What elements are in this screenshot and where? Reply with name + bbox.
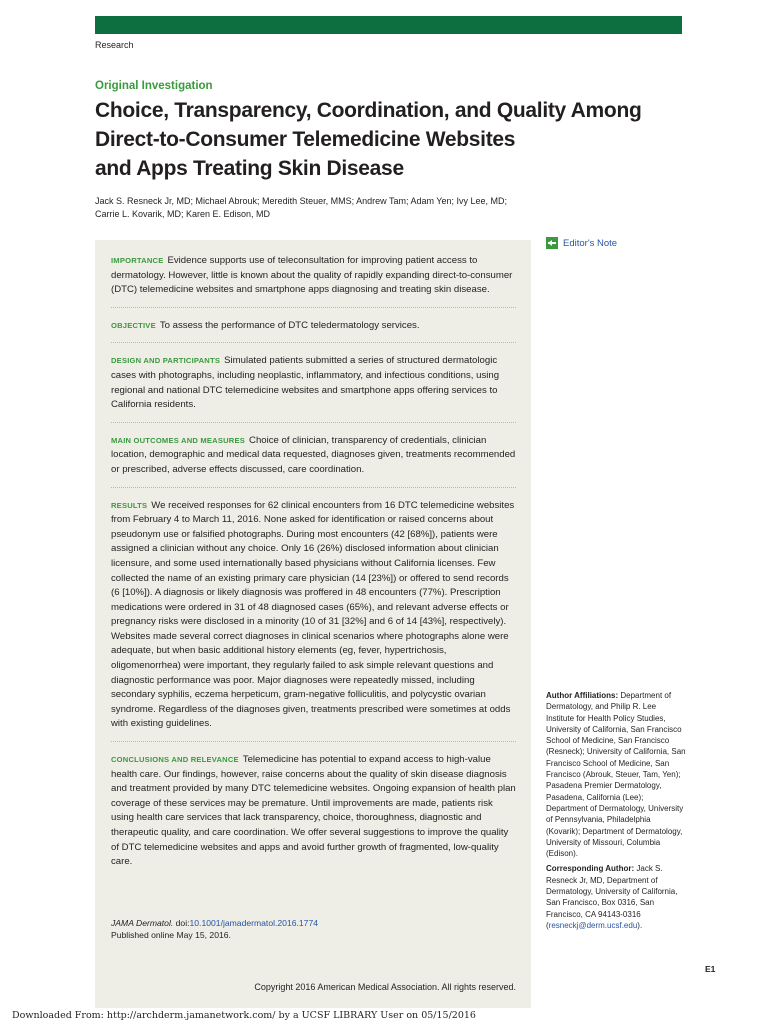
abstract-heading: MAIN OUTCOMES AND MEASURES <box>111 435 246 445</box>
abstract-objective <box>111 319 516 344</box>
abstract-outcomes <box>111 434 516 488</box>
abstract-heading: DESIGN AND PARTICIPANTS <box>111 356 221 366</box>
corresponding-close: ). <box>637 920 643 930</box>
authors-line: Jack S. Resneck Jr, MD; Michael Abrouk; Meredith Steuer, MMS; Andrew Tam; Adam Yen; Ivy Lee, MD; <box>95 196 508 206</box>
title-line: Direct-to-Consumer Telemedicine Websites <box>95 128 516 151</box>
corresponding-text: Jack S. Resneck Jr, MD, Department of Dermatology, University of California, San Francisco, Box 0316, San Francisco, CA 94143-0316 ( <box>546 864 678 930</box>
arrow-left-icon <box>546 237 558 249</box>
section-label: Research <box>95 40 134 50</box>
published-date: Published online May 15, 2016. <box>111 930 231 940</box>
sidebar-affiliations <box>546 690 686 935</box>
authors-line: Carrie L. Kovarik, MD; Karen E. Edison, MD <box>95 209 271 219</box>
abstract-heading: CONCLUSIONS AND RELEVANCE <box>111 755 239 765</box>
abstract-text: Choice of clinician, transparency of credentials, clinician location, demographic and medical data requested, diagnoses given, treatments recommended or prescribed, adverse effects discussed, care coordination. <box>111 434 516 475</box>
citation-line <box>111 917 511 929</box>
page-number: E1 <box>705 964 716 974</box>
editors-note-link[interactable] <box>546 237 617 249</box>
abstract-text: Telemedicine has potential to expand access to high-value health care. Our findings, however, raise concerns about the quality of skin disease diagnosis and treatment provided by many DTC telemedicine websites. Ongoing expansion of health plan coverage of these services may be premature. Until improvements are made, patients risk using health care services that lack transparency, choice, thoroughness, diagnostic and therapeutic quality, and care coordination. We offer several suggestions to improve the quality of DTC telemedicine websites and apps and avoid further growth of fragmented, low-quality care. <box>111 754 516 868</box>
abstract-content <box>111 254 516 890</box>
title-line: and Apps Treating Skin Disease <box>95 157 404 180</box>
abstract-results <box>111 499 516 743</box>
corresponding-email-link[interactable]: resneckj@derm.ucsf.edu <box>548 920 638 930</box>
abstract-heading: RESULTS <box>111 500 148 510</box>
article-type: Original Investigation <box>95 80 213 92</box>
author-affiliations <box>546 690 686 859</box>
copyright-notice: Copyright 2016 American Medical Association. All rights reserved. <box>254 982 516 992</box>
abstract-design <box>111 354 516 422</box>
abstract-text: To assess the performance of DTC teledermatology services. <box>159 319 420 331</box>
journal-header-bar <box>95 16 682 34</box>
corresponding-author <box>546 863 686 931</box>
editors-note-label: Editor's Note <box>563 237 618 249</box>
doi-link[interactable]: 10.1001/jamadermatol.2016.1774 <box>189 918 319 928</box>
abstract-text: Simulated patients submitted a series of structured dermatologic cases with photographs, including neoplastic, inflammatory, and infectious conditions, using regional and national DTC telemedicine websites and smartphone apps offering services to California residents. <box>111 355 500 411</box>
download-stamp: Downloaded From: http://archderm.jamanetwork.com/ by a UCSF LIBRARY User on 05/15/2016 <box>12 1010 476 1021</box>
abstract-heading: IMPORTANCE <box>111 256 164 265</box>
affiliations-text: Department of Dermatology, and Philip R. Lee Institute for Health Policy Studies, University of California, San Francisco School of Medicine, San Francisco (Resneck); University of California, San Francisco School of Medicine, San Francisco (Abrouk, Steuer, Tam, Yen); Pasadena Premier Dermatology, Pasadena, California (Lee); Department of Dermatology, University of Pennsylvania, Philadelphia (Kovarik); Department of Dermatology, University of Missouri, Columbia (Edison). <box>546 691 686 859</box>
affiliations-heading: Author Affiliations: <box>546 691 619 700</box>
abstract-text: Evidence supports use of teleconsultation for improving patient access to dermatology. However, little is known about the quality of rapidly expanding direct-to-consumer (DTC) telemedicine websites and smartphone apps diagnosing and treating skin disease. <box>111 255 513 296</box>
abstract-importance <box>111 254 516 308</box>
doi-prefix: doi: <box>175 918 190 928</box>
author-list <box>95 195 515 221</box>
title-line: Choice, Transparency, Coordination, and Quality Among <box>95 99 642 122</box>
citation <box>111 917 511 941</box>
abstract-conclusions <box>111 753 516 879</box>
corresponding-heading: Corresponding Author: <box>546 864 635 874</box>
abstract-text: We received responses for 62 clinical encounters from 16 DTC telemedicine websites from February 4 to March 11, 2016. None asked for identification or raised concerns about pseudonym use or falsified photographs. During most encounters (42 [68%]), patients were assigned a clinician without any choice. Only 16 (26%) disclosed information about clinician licensure, and some used internationally based physicians without California licenses. Few collected the name of an existing primary care physician (14 [23%]) or offered to send records (6 [10%]). A diagnosis or likely diagnosis was proffered in 48 encounters (77%). Prescription medications were ordered in 31 of 48 diagnosed cases (65%), and relevant adverse effects or pregnancy risks were disclosed in a minority (10 of 31 [32%] and 6 of 14 [43%], respectively). Websites made several correct diagnoses in clinical scenarios where photographs alone were adequate, but when basic additional history elements (eg, fever, hypertrichosis, oligomenorrhea) were important, they regularly failed to ask simple relevant questions and diagnostic performance was poor. Major diagnoses were repeatedly missed, including secondary syphilis, eczema herpeticum, gram-negative folliculitis, and polycystic ovarian syndrome. Regardless of the diagnoses given, treatments prescribed were sometimes at odds with existing guidelines. <box>111 499 515 730</box>
abstract-heading: OBJECTIVE <box>111 320 156 330</box>
article-title <box>95 96 655 183</box>
journal-abbrev: JAMA Dermatol. <box>111 918 174 928</box>
abstract-box <box>95 240 531 1008</box>
